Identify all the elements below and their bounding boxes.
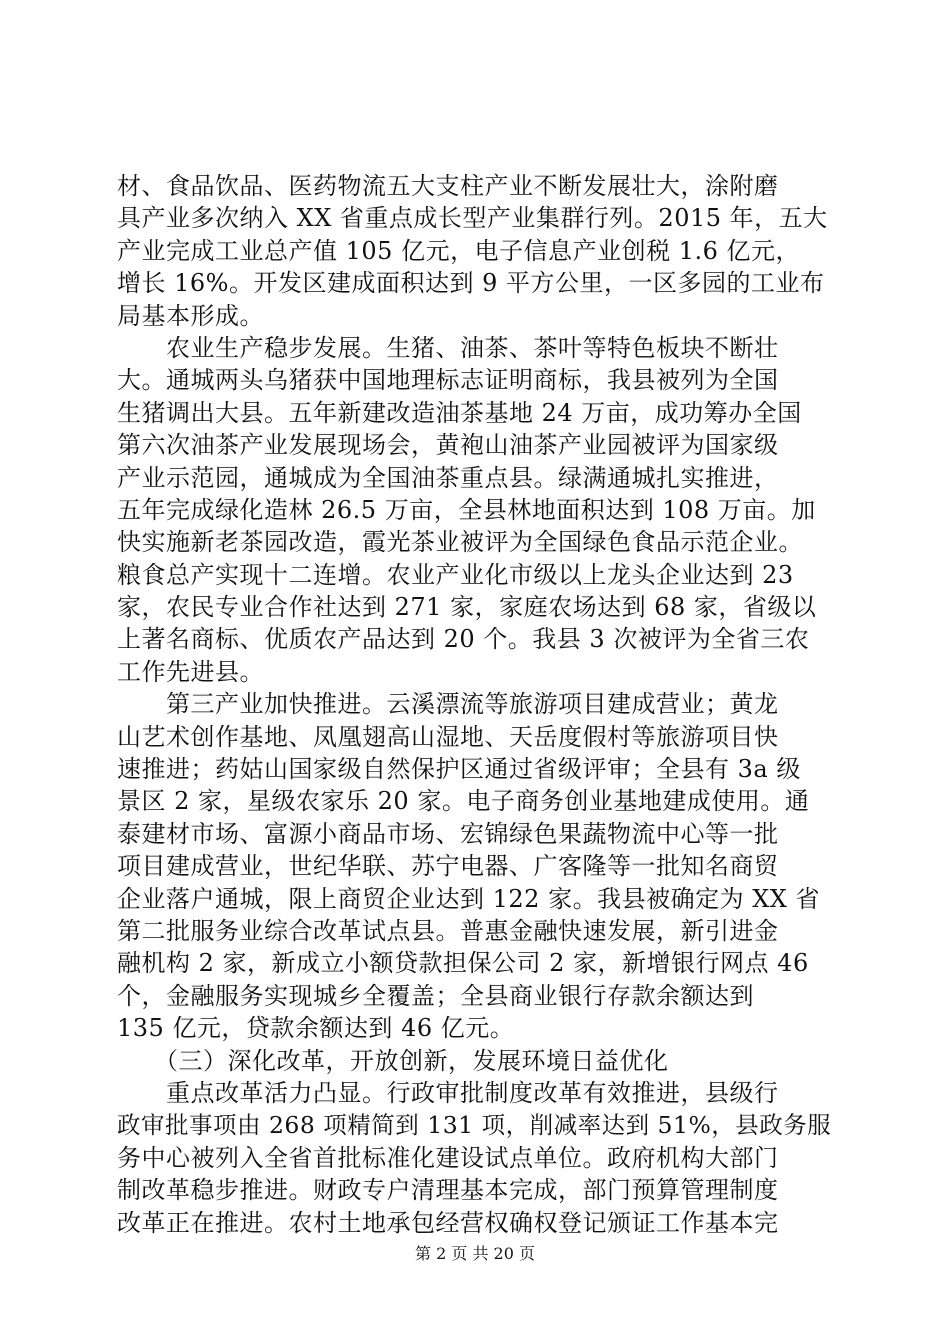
- body-text: [117, 170, 833, 1239]
- text-line: 改革正在推进。农村土地承包经营权确权登记颁证工作基本完: [117, 1208, 779, 1237]
- text-line: 第六次油茶产业发展现场会，黄袍山油茶产业园被评为国家级: [117, 431, 779, 460]
- text-line: 材、食品饮品、医药物流五大支柱产业不断发展壮大，涂附磨: [117, 172, 779, 200]
- text-line: 景区 2 家，星级农家乐 20 家。电子商务创业基地建成使用。通: [117, 787, 810, 816]
- text-line: 项目建成营业，世纪华联、苏宁电器、广客隆等一批知名商贸: [117, 852, 779, 881]
- text-line: 务中心被列入全省首批标准化建设试点单位。政府机构大部门: [117, 1143, 779, 1172]
- text-line: 融机构 2 家，新成立小额贷款担保公司 2 家，新增银行网点 46: [117, 949, 809, 978]
- text-line: 泰建材市场、富源小商品市场、宏锦绿色果蔬物流中心等一批: [117, 819, 779, 848]
- text-line: 局基本形成。: [117, 301, 264, 330]
- text-line: 第二批服务业综合改革试点县。普惠金融快速发展，新引进金: [117, 916, 779, 945]
- text-line: 工作先进县。: [117, 657, 264, 686]
- text-line: 制改革稳步推进。财政专户清理基本完成，部门预算管理制度: [117, 1176, 779, 1205]
- text-line: 农业生产稳步发展。生猪、油茶、茶叶等特色板块不断壮: [117, 333, 779, 362]
- text-line: 企业落户通城，限上商贸企业达到 122 家。我县被确定为 XX 省: [117, 884, 820, 913]
- text-line: 增长 16%。开发区建成面积达到 9 平方公里，一区多园的工业布: [117, 269, 825, 298]
- text-line: 具产业多次纳入 XX 省重点成长型产业集群行列。2015 年，五大: [117, 204, 828, 233]
- text-line: 生猪调出大县。五年新建改造油茶基地 24 万亩，成功筹办全国: [117, 398, 802, 427]
- text-line: 第三产业加快推进。云溪漂流等旅游项目建成营业；黄龙: [117, 690, 779, 719]
- text-line: 粮食总产实现十二连增。农业产业化市级以上龙头企业达到 23: [117, 560, 794, 589]
- text-line: 上著名商标、优质农产品达到 20 个。我县 3 次被评为全省三农: [117, 625, 810, 654]
- text-line: 个，金融服务实现城乡全覆盖；全县商业银行存款余额达到: [117, 981, 754, 1010]
- text-line: 产业完成工业总产值 105 亿元，电子信息产业创税 1.6 亿元，: [117, 236, 800, 265]
- text-line: 速推进；药姑山国家级自然保护区通过省级评审；全县有 3a 级: [117, 755, 801, 784]
- text-line: 山艺术创作基地、凤凰翅高山湿地、天岳度假村等旅游项目快: [117, 722, 779, 751]
- text-line: 政审批事项由 268 项精简到 131 项，削减率达到 51%，县政务服: [117, 1111, 832, 1140]
- text-line: 五年完成绿化造林 26.5 万亩，全县林地面积达到 108 万亩。加: [117, 495, 816, 524]
- text-line: 135 亿元，贷款余额达到 46 亿元。: [117, 1014, 515, 1043]
- text-line: 重点改革活力凸显。行政审批制度改革有效推进，县级行: [117, 1078, 779, 1107]
- text-line: 产业示范园，通城成为全国油茶重点县。绿满通城扎实推进，: [117, 463, 779, 492]
- text-line: 大。通城两头乌猪获中国地理标志证明商标，我县被列为全国: [117, 366, 779, 395]
- text-line: 快实施新老茶园改造，霞光茶业被评为全国绿色食品示范企业。: [117, 528, 803, 557]
- text-line: 家，农民专业合作社达到 271 家，家庭农场达到 68 家，省级以: [117, 593, 817, 622]
- page-number-footer: 第 2 页 共 20 页: [415, 1244, 535, 1263]
- section-heading: （三）深化改革，开放创新，发展环境日益优化: [117, 1046, 669, 1075]
